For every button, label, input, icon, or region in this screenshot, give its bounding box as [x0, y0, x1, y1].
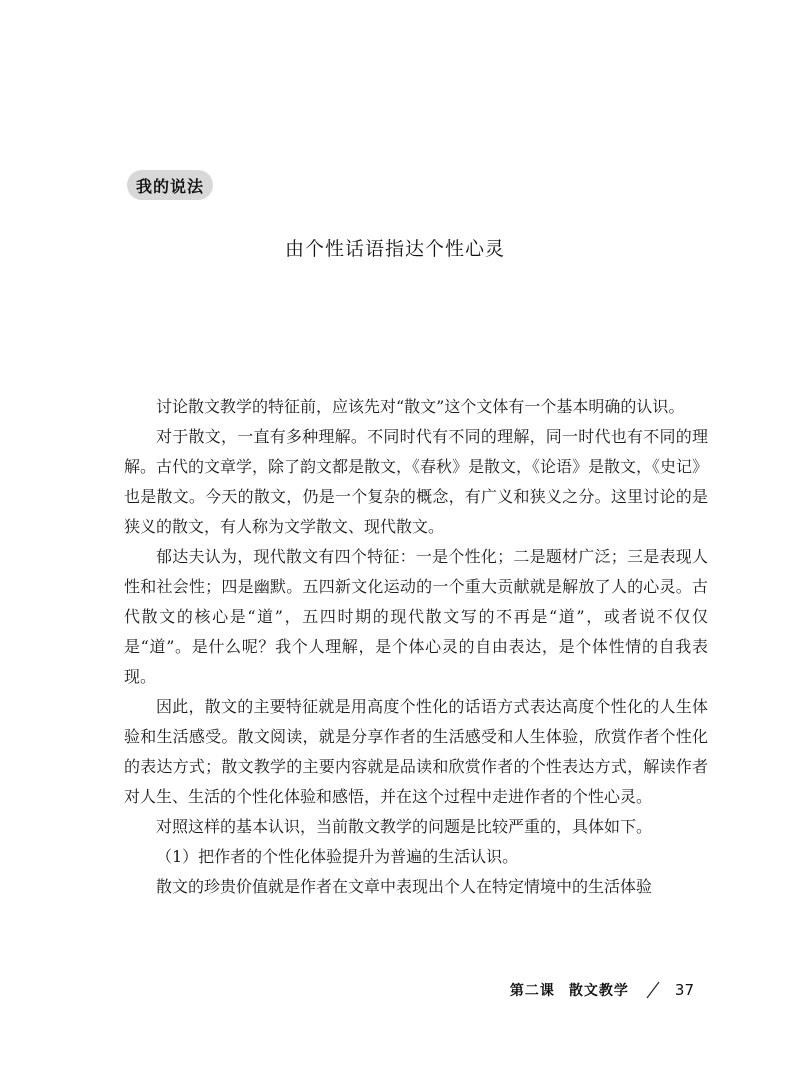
- list-heading: （1）把作者的个性化体验提升为普遍的生活认识。: [156, 847, 519, 866]
- article-body: [124, 392, 708, 902]
- footer-lesson: 散文教学: [568, 983, 629, 999]
- paragraph: 对照这样的基本认识，当前散文教学的问题是比较严重的，具体如下。: [156, 817, 653, 836]
- paragraph: 因此，散文的主要特征就是用高度个性化的话语方式表达高度个性化的人生体验和生活感受。散文阅读，就是分享作者的生活感受和人生体验，欣赏作者个性化的表达方式；散文教学的主要内容就是品读和欣赏作者的个性表达方式，解读作者对人生、生活的个性化体验和感悟，并在这个过程中走进作者的个性心灵。: [124, 697, 708, 806]
- paragraph: 散文的珍贵价值就是作者在文章中表现出个人在特定情境中的生活体验: [156, 877, 653, 896]
- section-label: 我的说法: [135, 176, 204, 196]
- article-title: 由个性话语指达个性心灵: [284, 238, 505, 260]
- slash-divider-icon: [645, 980, 661, 1000]
- paragraph: 郁达夫认为，现代散文有四个特征：一是个性化；二是题材广泛；三是表现人性和社会性；四是幽默。五四新文化运动的一个重大贡献就是解放了人的心灵。古代散文的核心是“道”，五四时期的现代散文写的不再是“道”，或者说不仅仅是“道”。是什么呢？我个人理解，是个体心灵的自由表达，是个体性情的自我表现。: [124, 547, 708, 686]
- paragraph: 对于散文，一直有多种理解。不同时代有不同的理解，同一时代也有不同的理解。古代的文章学，除了韵文都是散文，《春秋》是散文，《论语》是散文，《史记》也是散文。今天的散文，仍是一个复杂的概念，有广义和狭义之分。这里讨论的是狭义的散文，有人称为文学散文、现代散文。: [124, 427, 709, 536]
- page-number: 37: [674, 981, 694, 999]
- footer-chapter: 第二课: [509, 983, 555, 999]
- page-footer: [510, 980, 694, 1000]
- section-badge: [127, 170, 213, 200]
- paragraph: 讨论散文教学的特征前，应该先对“散文”这个文体有一个基本明确的认识。: [156, 397, 685, 416]
